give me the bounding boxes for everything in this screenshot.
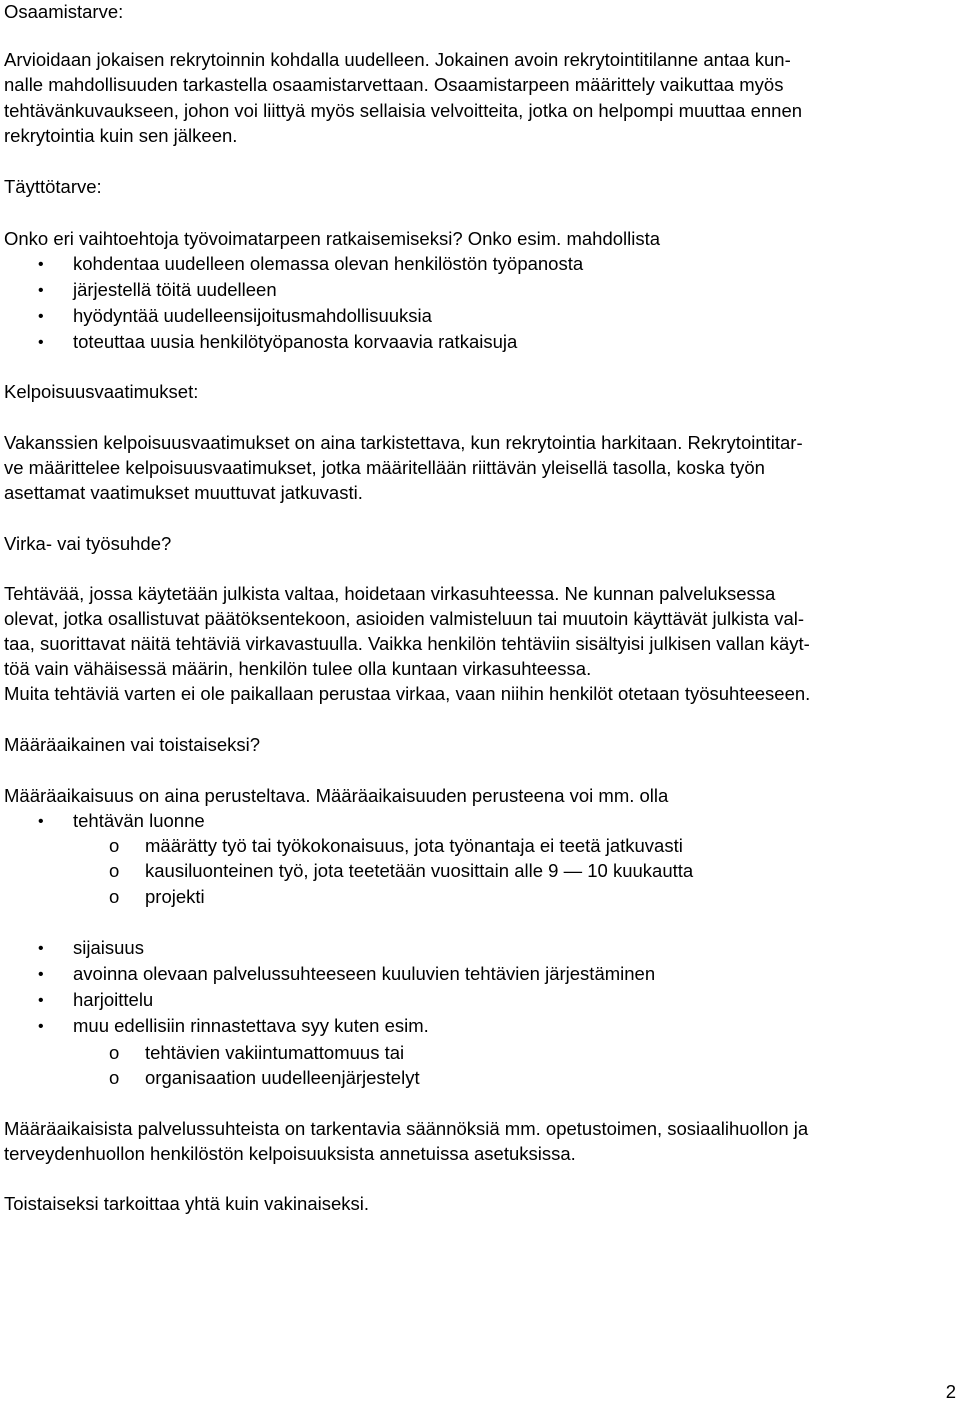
- bullet-icon: •: [38, 813, 44, 830]
- bullet-icon: •: [38, 334, 44, 351]
- sub-bullet-icon: o: [109, 1042, 120, 1063]
- paragraph-line: Muita tehtäviä varten ei ole paikallaan perustaa virkaa, vaan niihin henkilöt otetaan työsuhteeseen.: [4, 683, 811, 704]
- sub-list-item: organisaation uudelleenjärjestelyt: [145, 1067, 420, 1088]
- sub-bullet-icon: o: [109, 886, 120, 907]
- sub-bullet-icon: o: [109, 860, 120, 881]
- bullet-icon: •: [38, 940, 44, 957]
- section-heading-osaamistarve: Osaamistarve:: [4, 1, 124, 22]
- sub-list-item: projekti: [145, 886, 205, 907]
- sub-bullet-icon: o: [109, 1067, 120, 1088]
- paragraph-line: ve määrittelee kelpoisuusvaatimukset, jotka määritellään riittävän yleisellä tasolla, koska työn: [4, 457, 765, 478]
- paragraph-line: Tehtävää, jossa käytetään julkista valtaa, hoidetaan virkasuhteessa. Ne kunnan palveluksessa: [4, 583, 776, 604]
- bullet-icon: •: [38, 1018, 44, 1035]
- sub-list-item: määrätty työ tai työkokonaisuus, jota työnantaja ei teetä jatkuvasti: [145, 835, 683, 856]
- paragraph-line: olevat, jotka osallistuvat päätöksentekoon, asioiden valmisteluun tai muutoin käyttävät julkista val-: [4, 608, 805, 629]
- paragraph-line: asettamat vaatimukset muuttuvat jatkuvasti.: [4, 482, 363, 503]
- paragraph-line: taa, suorittavat näitä tehtäviä virkavastuulla. Vaikka henkilön tehtäviin sisältyisi julkisen vallan käyt-: [4, 633, 810, 654]
- list-item: avoinna olevaan palvelussuhteeseen kuuluvien tehtävien järjestäminen: [73, 963, 656, 984]
- paragraph-line: rekrytointia kuin sen jälkeen.: [4, 125, 238, 146]
- section-heading-maaraaikainen: Määräaikainen vai toistaiseksi?: [4, 734, 261, 755]
- sub-list-item: kausiluonteinen työ, jota teetetään vuosittain alle 9 — 10 kuukautta: [145, 860, 694, 881]
- sub-bullet-icon: o: [109, 835, 120, 856]
- paragraph-line: Arvioidaan jokaisen rekrytoinnin kohdalla uudelleen. Jokainen avoin rekrytointitilanne antaa kun-: [4, 49, 791, 70]
- bullet-icon: •: [38, 992, 44, 1009]
- paragraph-line: Toistaiseksi tarkoittaa yhtä kuin vakinaiseksi.: [4, 1193, 370, 1214]
- list-item: tehtävän luonne: [73, 810, 205, 831]
- paragraph-line: Vakanssien kelpoisuusvaatimukset on aina tarkistettava, kun rekrytointia harkitaan. Rekrytointitar-: [4, 432, 803, 453]
- paragraph-line: Määräaikaisista palvelussuhteista on tarkentavia säännöksiä mm. opetustoimen, sosiaalihuollon ja: [4, 1118, 809, 1139]
- bullet-icon: •: [38, 966, 44, 983]
- section-heading-kelpoisuus: Kelpoisuusvaatimukset:: [4, 381, 199, 402]
- paragraph-line: tehtävänkuvaukseen, johon voi liittyä myös sellaisia velvoitteita, jotka on helpompi muuttaa ennen: [4, 100, 803, 121]
- list-item: muu edellisiin rinnastettava syy kuten esim.: [73, 1015, 429, 1036]
- bullet-icon: •: [38, 256, 44, 273]
- paragraph-line: Onko eri vaihtoehtoja työvoimatarpeen ratkaisemiseksi? Onko esim. mahdollista: [4, 228, 661, 249]
- list-item: hyödyntää uudelleensijoitusmahdollisuuksia: [73, 305, 432, 326]
- list-item: sijaisuus: [73, 937, 144, 958]
- bullet-icon: •: [38, 308, 44, 325]
- section-heading-virka: Virka- vai työsuhde?: [4, 533, 172, 554]
- list-item: kohdentaa uudelleen olemassa olevan henkilöstön työpanosta: [73, 253, 584, 274]
- sub-list-item: tehtävien vakiintumattomuus tai: [145, 1042, 405, 1063]
- list-item: harjoittelu: [73, 989, 154, 1010]
- list-item: toteuttaa uusia henkilötyöpanosta korvaavia ratkaisuja: [73, 331, 518, 352]
- bullet-icon: •: [38, 282, 44, 299]
- paragraph-line: terveydenhuollon henkilöstön kelpoisuuksista annetuissa asetuksissa.: [4, 1143, 576, 1164]
- section-heading-tayttotarve: Täyttötarve:: [4, 176, 102, 197]
- paragraph-line: Määräaikaisuus on aina perusteltava. Määräaikaisuuden perusteena voi mm. olla: [4, 785, 669, 806]
- page-number: 2: [945, 1381, 956, 1402]
- list-item: järjestellä töitä uudelleen: [73, 279, 277, 300]
- paragraph-line: nalle mahdollisuuden tarkastella osaamistarvettaan. Osaamistarpeen määrittely vaikuttaa myös: [4, 74, 784, 95]
- paragraph-line: töä vain vähäisessä määrin, henkilön tulee olla kuntaan virkasuhteessa.: [4, 658, 592, 679]
